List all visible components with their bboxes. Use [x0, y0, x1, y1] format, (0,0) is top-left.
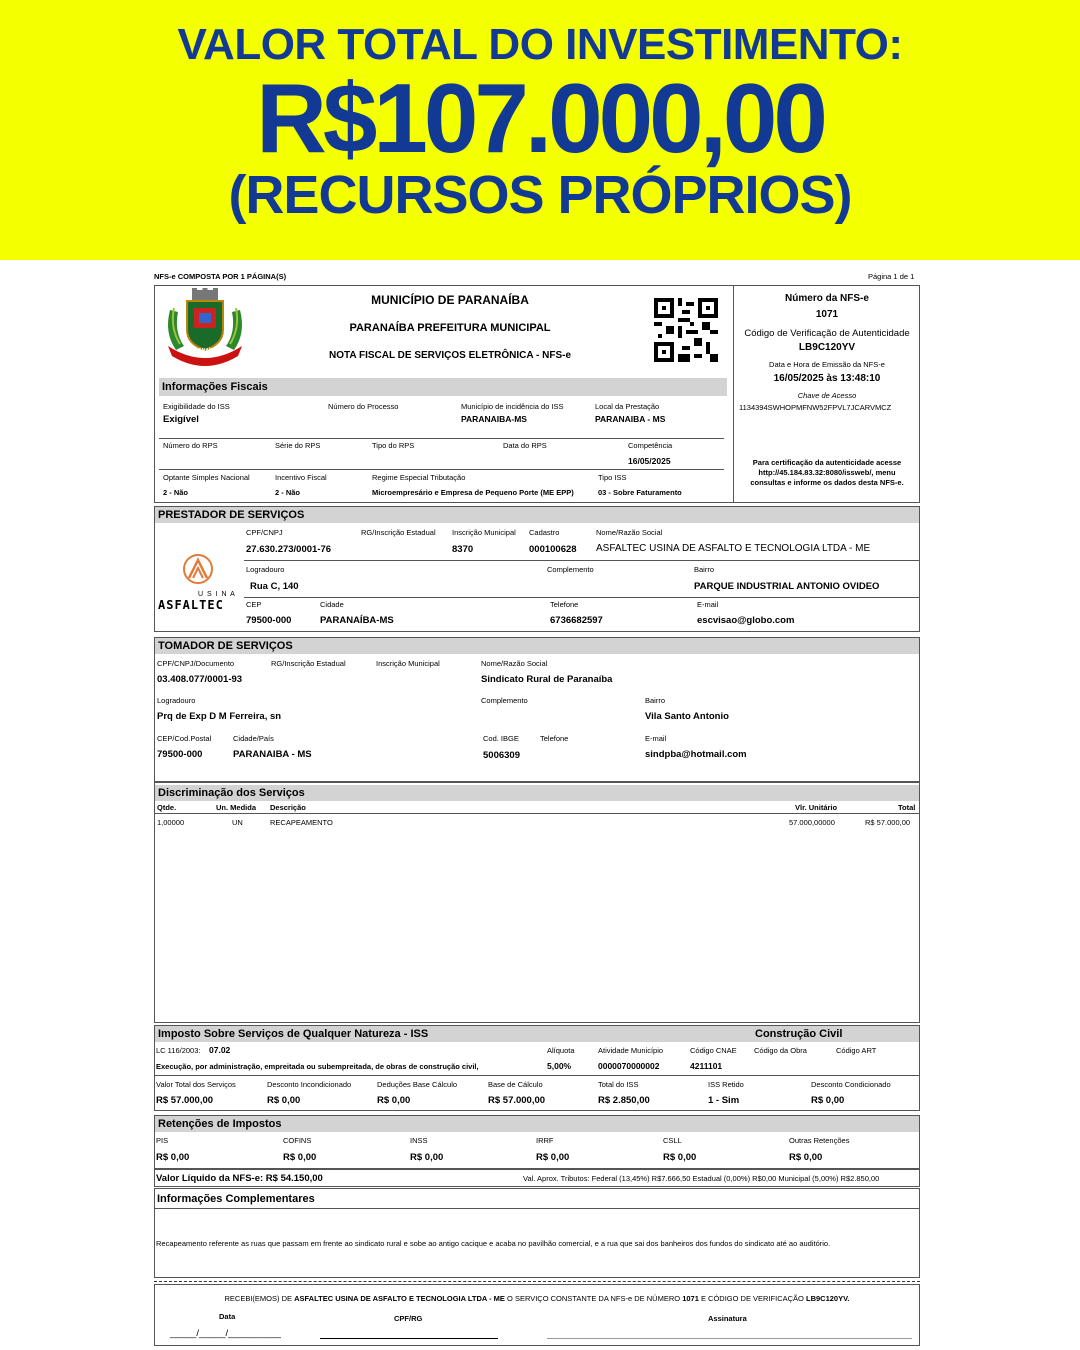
tomador-telefone-label: Telefone — [540, 734, 569, 743]
col-vlr: Vlr. Unitário — [795, 803, 838, 812]
recibo-cpf-label: CPF/RG — [394, 1314, 423, 1323]
cofins-label: COFINS — [283, 1136, 312, 1145]
emissao-datetime: 16/05/2025 às 13:48:10 — [773, 373, 881, 384]
cert-line-2: http://45.184.83.32:8080/issweb/, menu — [758, 468, 896, 477]
rps-num-label: Número do RPS — [163, 441, 218, 450]
asfaltec-logo-icon — [180, 554, 216, 584]
valor-liquido: Valor Líquido da NFS-e: R$ 54.150,00 — [156, 1173, 323, 1184]
prefeitura-title: PARANAÍBA PREFEITURA MUNICIPAL — [349, 322, 551, 334]
prestador-cadastro: 000100628 — [529, 544, 577, 555]
csll-value: R$ 0,00 — [663, 1152, 697, 1163]
prestador-telefone-label: Telefone — [550, 600, 579, 609]
prestador-complemento-label: Complemento — [547, 565, 594, 574]
prestador-cep-label: CEP — [246, 600, 262, 609]
incentivo-value: 2 - Não — [275, 488, 301, 497]
processo-label: Número do Processo — [328, 402, 399, 411]
prestador-bairro-label: Bairro — [694, 565, 715, 574]
mun-incid-value: PARANAIBA-MS — [461, 414, 527, 424]
prestador-telefone: 6736682597 — [550, 615, 603, 626]
chave-acesso: 1134394SWHOPMFNW52FPVL7JCARVMCZ — [739, 403, 892, 412]
iss-title: Imposto Sobre Serviços de Qualquer Natureza - ISS — [155, 1026, 919, 1042]
col-un: Un. Medida — [216, 803, 257, 812]
emissao-label: Data e Hora de Emissão da NFS-e — [769, 360, 885, 369]
desc-inc-label: Desconto Incondicionado — [267, 1080, 352, 1089]
competencia-label: Competência — [628, 441, 673, 450]
atividade-label: Atividade Município — [598, 1046, 664, 1055]
prestador-cidade-label: Cidade — [320, 600, 344, 609]
municipal-coat-of-arms-icon — [162, 288, 248, 372]
logo-small-text: U S I N A — [198, 591, 236, 598]
tomador-complemento-label: Complemento — [481, 696, 528, 705]
prestador-email: escvisao@globo.com — [697, 615, 795, 626]
item-qtde: 1,00000 — [157, 818, 185, 827]
prestador-cnpj-label: CPF/CNPJ — [246, 528, 283, 537]
cpf-signature-line — [320, 1338, 498, 1339]
tomador-doc: 03.408.077/0001-93 — [157, 674, 243, 685]
recibo-text: RECEBI(EMOS) DE ASFALTEC USINA DE ASFALTO E TECNOLOGIA LTDA - ME O SERVIÇO CONSTANTE DA NFS-e DE NÚMERO 1071 E CÓDIGO DE VERIFICAÇÃO LB9C120YV. — [224, 1294, 850, 1303]
simples-value: 2 - Não — [163, 488, 189, 497]
tomador-cep: 79500-000 — [157, 749, 203, 760]
banner-amount: R$107.000,00 — [256, 63, 824, 173]
col-total: Total — [898, 803, 916, 812]
retencoes-title: Retenções de Impostos — [155, 1116, 919, 1132]
banner-line-3: (RECURSOS PRÓPRIOS) — [228, 165, 852, 225]
tomador-bairro: Vila Santo Antonio — [645, 711, 729, 722]
qr-code-icon — [654, 298, 718, 362]
cert-line-1: Para certificação da autenticidade acesse — [752, 458, 902, 467]
tomador-rg-label: RG/Inscrição Estadual — [271, 659, 346, 668]
lc-code: 07.02 — [209, 1045, 231, 1055]
codigo-label: Código de Verificação de Autenticidade — [744, 328, 910, 339]
deducoes-value: R$ 0,00 — [377, 1095, 411, 1106]
total-iss-value: R$ 2.850,00 — [598, 1095, 650, 1106]
col-qtde: Qtde. — [157, 803, 177, 812]
obra-label: Código da Obra — [754, 1046, 807, 1055]
tomador-email: sindpba@hotmail.com — [645, 749, 747, 760]
retido-value: 1 - Sim — [708, 1095, 740, 1106]
incentivo-label: Incentivo Fiscal — [275, 473, 327, 482]
inss-value: R$ 0,00 — [410, 1152, 444, 1163]
csll-label: CSLL — [663, 1136, 682, 1145]
exig-label: Exigibilidade do ISS — [163, 402, 230, 411]
local-label: Local da Prestação — [595, 402, 660, 411]
prestador-logradouro-label: Logradouro — [246, 565, 285, 574]
art-label: Código ART — [836, 1046, 877, 1055]
vts-value: R$ 57.000,00 — [156, 1095, 214, 1106]
competencia-value: 16/05/2025 — [628, 456, 671, 466]
simples-label: Optante Simples Nacional — [163, 473, 250, 482]
col-desc: Descrição — [270, 803, 306, 812]
prestador-title: PRESTADOR DE SERVIÇOS — [155, 507, 919, 523]
tomador-cidade: PARANAIBA - MS — [233, 749, 312, 760]
info-fiscais-title: Informações Fiscais — [159, 378, 727, 396]
pis-value: R$ 0,00 — [156, 1152, 190, 1163]
coat-ribbon-text: PARANAÍBA — [188, 348, 218, 354]
composed-label: NFS-e COMPOSTA POR 1 PÁGINA(S) — [154, 272, 287, 281]
prestador-bairro: PARQUE INDUSTRIAL ANTONIO OVIDEO — [694, 581, 880, 592]
mun-incid-label: Município de incidência do ISS — [461, 402, 564, 411]
tomador-title: TOMADOR DE SERVIÇOS — [155, 638, 919, 654]
prestador-rg-label: RG/Inscrição Estadual — [361, 528, 436, 537]
item-vlr: 57.000,00000 — [789, 818, 835, 827]
prestador-im: 8370 — [452, 544, 474, 555]
tomador-cep-label: CEP/Cod.Postal — [157, 734, 212, 743]
tomador-email-label: E-mail — [645, 734, 667, 743]
prestador-cidade: PARANAÍBA-MS — [320, 615, 394, 626]
tomador-doc-label: CPF/CNPJ/Documento — [157, 659, 235, 668]
prestador-razao: ASFALTEC USINA DE ASFALTO E TECNOLOGIA LTDA - ME — [596, 543, 871, 554]
tomador-bairro-label: Bairro — [645, 696, 666, 705]
tomador-im-label: Inscrição Municipal — [376, 659, 440, 668]
rps-data-label: Data do RPS — [503, 441, 547, 450]
retido-label: ISS Retido — [708, 1080, 744, 1089]
aliquota-label: Alíquota — [547, 1046, 575, 1055]
outras-label: Outras Retenções — [789, 1136, 850, 1145]
recibo-data-label: Data — [219, 1312, 236, 1321]
nota-title: NOTA FISCAL DE SERVIÇOS ELETRÔNICA - NFS-e — [328, 350, 572, 361]
regime-value: Microempresário e Empresa de Pequeno Porte (ME EPP) — [372, 488, 574, 497]
tomador-razao: Sindicato Rural de Paranaíba — [481, 674, 613, 685]
prestador-cadastro-label: Cadastro — [529, 528, 560, 537]
tomador-logradouro-label: Logradouro — [157, 696, 196, 705]
deducoes-label: Deduções Base Cálculo — [377, 1080, 458, 1089]
total-iss-label: Total do ISS — [598, 1080, 639, 1089]
investment-banner — [0, 0, 1080, 260]
prestador-email-label: E-mail — [697, 600, 719, 609]
tipo-iss-label: Tipo ISS — [598, 473, 627, 482]
cnae-label: Código CNAE — [690, 1046, 737, 1055]
desc-cond-value: R$ 0,00 — [811, 1095, 845, 1106]
prestador-im-label: Inscrição Municipal — [452, 528, 516, 537]
base-value: R$ 57.000,00 — [488, 1095, 546, 1106]
cert-line-3: consultas e informe os dados desta NFS-e. — [750, 478, 904, 487]
tomador-razao-label: Nome/Razão Social — [481, 659, 548, 668]
exig-value: Exigível — [163, 414, 199, 425]
prestador-logradouro: Rua C, 140 — [250, 581, 299, 592]
complementares-title: Informações Complementares — [157, 1193, 315, 1205]
logo-brand-text: ASFALTEC — [158, 598, 224, 612]
nfse-number: 1071 — [815, 309, 839, 320]
base-label: Base de Cálculo — [488, 1080, 543, 1089]
lc-desc: Execução, por administração, empreitada ou subempreitada, de obras de construção civil, — [156, 1062, 479, 1071]
tomador-logradouro: Prq de Exp D M Ferreira, sn — [157, 711, 282, 722]
rps-tipo-label: Tipo do RPS — [372, 441, 415, 450]
assinatura-signature-line — [547, 1338, 912, 1339]
nfse-number-label: Número da NFS-e — [785, 293, 869, 304]
banner-line-1: VALOR TOTAL DO INVESTIMENTO: — [177, 20, 903, 69]
cnae-value: 4211101 — [690, 1061, 723, 1071]
construcao-title: Construção Civil — [755, 1028, 843, 1040]
complementares-text: Recapeamento referente as ruas que passam em frente ao sindicato rural e sobe ao antigo cacique e acaba no pavilhão comercial, e a rua que sai dos banheiros dos fundos do sindicato até ao auditório. — [156, 1239, 831, 1248]
item-un: UN — [232, 818, 243, 827]
prestador-razao-label: Nome/Razão Social — [596, 528, 663, 537]
recibo-data-blank: _____/_____/__________ — [170, 1328, 281, 1339]
prestador-cep: 79500-000 — [246, 615, 292, 626]
page-label: Página 1 de 1 — [868, 272, 915, 281]
desc-cond-label: Desconto Condicionado — [811, 1080, 891, 1089]
tomador-ibge: 5006309 — [483, 750, 520, 761]
irrf-label: IRRF — [536, 1136, 554, 1145]
vts-label: Valor Total dos Serviços — [156, 1080, 236, 1089]
inss-label: INSS — [410, 1136, 428, 1145]
recibo-assinatura-label: Assinatura — [708, 1314, 747, 1323]
desc-inc-value: R$ 0,00 — [267, 1095, 301, 1106]
cofins-value: R$ 0,00 — [283, 1152, 317, 1163]
aliquota-value: 5,00% — [547, 1061, 572, 1071]
pis-label: PIS — [156, 1136, 169, 1145]
tomador-cidade-label: Cidade/País — [233, 734, 274, 743]
regime-label: Regime Especial Tributação — [372, 473, 466, 482]
municipality-title: MUNICÍPIO DE PARANAÍBA — [371, 293, 529, 307]
codigo-verificacao: LB9C120YV — [798, 342, 856, 353]
tipo-iss-value: 03 - Sobre Faturamento — [598, 488, 682, 497]
atividade-value: 0000070000002 — [598, 1061, 660, 1071]
irrf-value: R$ 0,00 — [536, 1152, 570, 1163]
item-total: R$ 57.000,00 — [865, 818, 911, 827]
rps-serie-label: Série do RPS — [275, 441, 321, 450]
prestador-cnpj: 27.630.273/0001-76 — [246, 544, 332, 555]
tomador-ibge-label: Cod. IBGE — [483, 734, 519, 743]
outras-value: R$ 0,00 — [789, 1152, 823, 1163]
tributos-aprox: Val. Aprox. Tributos: Federal (13,45%) R$7.666,50 Estadual (0,00%) R$0,00 Municipal (5,00%) R$2.850,00 — [523, 1174, 880, 1183]
nfse-document — [0, 260, 1080, 1350]
local-value: PARANAIBA - MS — [595, 414, 666, 424]
servicos-title: Discriminação dos Serviços — [155, 785, 919, 801]
chave-label: Chave de Acesso — [797, 391, 857, 400]
item-desc: RECAPEAMENTO — [270, 818, 333, 827]
lc-label: LC 116/2003: — [156, 1046, 201, 1055]
